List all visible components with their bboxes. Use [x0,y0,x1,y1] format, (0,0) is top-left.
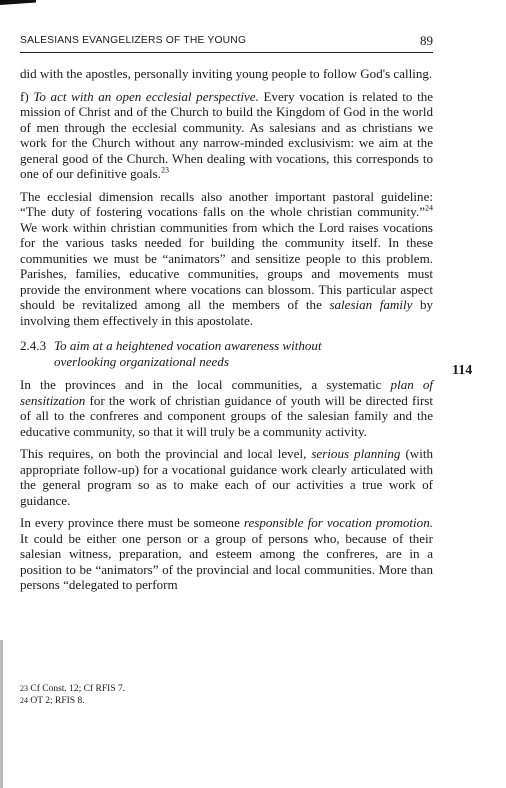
emphasis-text: responsible for vocation promotion. [243,515,433,530]
paragraph-ecclesial-perspective [20,89,433,182]
section-heading [20,338,433,369]
paragraph-text: It could be either one person or a group of persons who, because of their salesian witness, preparation, and esteem among the confreres, are in a position to be “animators” of the provincial and local communities. More than persons “delegated to perform [20,530,433,592]
footnote-ref: 23 [160,165,169,175]
section-title-line1: To aim at a heightened vocation awareness without [54,338,322,353]
paragraph-text: We work within christian communities from which the Lord raises vocations for the various tasks needed for building the community itself. In these communities we must be “animators” and sensitize people to this problem. Parishes, families, educative communities, groups and movements must provide the environment where vocations can blossom. This particular aspect should be revitalized among all the members of the [20,219,433,312]
paragraph-text: for the work of christian guidance of youth will be directed first of all to the confreres and component groups of the salesian family and the educative community, so that it will truly be a community activity. [20,392,433,439]
paragraph-text: In the provinces and in the local communities, a systematic [20,377,391,392]
item-title: To act with an open ecclesial perspective. [33,88,259,104]
emphasis-text: serious planning [311,446,401,461]
paragraph-text: In every province there must be someone [20,515,244,530]
footnote-text: OT 2; RFIS 8. [30,696,85,706]
emphasis-text: plan of sensitization [20,377,434,408]
footnotes [20,683,125,707]
paragraph-text: The ecclesial dimension recalls also another important pastoral guideline: “The duty of fostering vocations falls on the whole christian community.” [20,188,433,219]
paragraph-text: by involving them effectively in this apostolate. [20,297,434,328]
emphasis-text: salesian family [329,297,413,312]
corner-scan-mark [0,0,36,5]
paragraph-ecclesial-dimension [20,189,433,329]
section-number: 2.4.3 [20,338,47,353]
footnote-text: Cf Const. 12; Cf RFIS 7. [30,684,126,694]
page-header [20,30,433,53]
paragraph-text: This requires, on both the provincial and local level, [20,446,312,461]
margin-paragraph-number: 114 [452,363,473,378]
footnote-number: 23 [20,684,28,693]
footnote [20,695,125,707]
running-title: SALESIANS EVANGELIZERS OF THE YOUNG [20,35,247,46]
footnote-number: 24 [20,696,28,705]
paragraph-text: Every vocation is related to the mission of Christ and of the Church to build the Kingdom of God in the world of men through the ecclesial community. As salesians and as christians we work for the Church without any narrow-minded exclusivism: we aim at the general good of the Church. When dealing with vocations, this corresponds to one of our definitive goals. [20,88,434,181]
paragraph-responsible [20,515,433,593]
section-title-line2: overlooking organizational needs [54,353,229,369]
page-number: 89 [420,33,433,48]
paragraph-plan [20,377,433,439]
footnote [20,683,125,695]
paragraph-text: (with appropriate follow-up) for a vocational guidance work clearly articulated with the general program so as to make each of our activities a true work of guidance. [20,446,433,508]
page-body [20,66,433,593]
page-edge-shadow [0,640,3,788]
footnote-ref: 24 [425,203,433,213]
paragraph-planning [20,446,433,508]
paragraph-continuation: did with the apostles, personally inviting young people to follow God's calling. [20,66,433,81]
item-label: f) [20,88,29,104]
